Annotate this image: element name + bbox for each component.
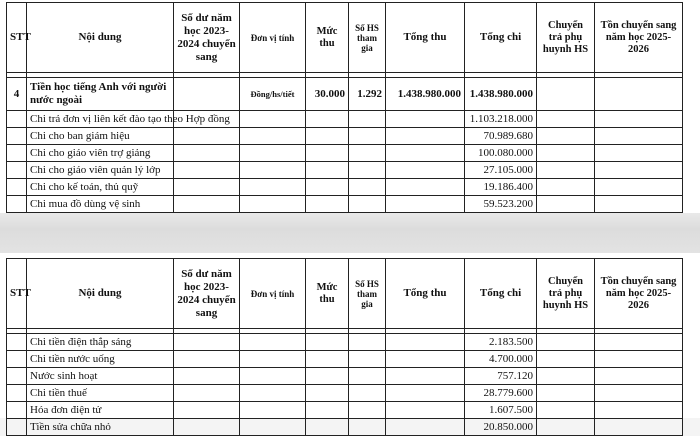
header-stt: STT	[7, 259, 27, 329]
document-page-top	[0, 0, 700, 213]
summary-total-revenue: 1.438.980.000	[386, 78, 465, 111]
row-content: Chi tiền thuế	[27, 385, 174, 402]
row-total-expense: 1.607.500	[465, 402, 537, 419]
row-total-expense: 28.779.600	[465, 385, 537, 402]
row-total-expense: 27.105.000	[465, 162, 537, 179]
summary-content: Tiền học tiếng Anh với người nước ngoài	[27, 78, 174, 111]
header-total-revenue: Tổng thu	[386, 3, 465, 73]
row-total-expense: 2.183.500	[465, 334, 537, 351]
table-row	[7, 128, 683, 145]
row-content: Chi cho giáo viên quản lý lớp	[27, 162, 174, 179]
table-row	[7, 402, 683, 419]
summary-student-count: 1.292	[349, 78, 386, 111]
summary-unit: Đồng/hs/tiết	[240, 78, 306, 111]
header-unit: Đơn vị tính	[240, 259, 306, 329]
row-total-expense: 70.989.680	[465, 128, 537, 145]
table-row	[7, 351, 683, 368]
header-content: Nội dung	[27, 3, 174, 73]
table-row	[7, 196, 683, 213]
table-row	[7, 385, 683, 402]
row-total-expense: 1.103.218.000	[465, 111, 537, 128]
summary-stt: 4	[7, 78, 27, 111]
summary-balance	[174, 78, 240, 111]
row-total-expense: 20.850.000	[465, 419, 537, 436]
summary-carry	[595, 78, 683, 111]
row-content: Tiền sửa chữa nhỏ	[27, 419, 174, 436]
row-content: Nước sinh hoạt	[27, 368, 174, 385]
header-refund-parents: Chuyển trả phụ huynh HS	[537, 3, 595, 73]
row-total-expense: 19.186.400	[465, 179, 537, 196]
table-row	[7, 368, 683, 385]
summary-total-expense: 1.438.980.000	[465, 78, 537, 111]
header-total-revenue: Tổng thu	[386, 259, 465, 329]
header-balance: Số dư năm học 2023-2024 chuyển sang	[174, 259, 240, 329]
header-fee-rate: Mức thu	[306, 3, 349, 73]
table-row	[7, 162, 683, 179]
table-row	[7, 419, 683, 436]
summary-fee-rate: 30.000	[306, 78, 349, 111]
table-row	[7, 111, 683, 128]
row-content: Chi trả đơn vị liên kết đào tạo theo Hợp đồng	[27, 111, 174, 128]
table-row	[7, 334, 683, 351]
header-content: Nội dung	[27, 259, 174, 329]
header-student-count: Số HS tham gia	[349, 259, 386, 329]
header-stt: STT	[7, 3, 27, 73]
row-content: Chi tiền nước uống	[27, 351, 174, 368]
row-total-expense: 757.120	[465, 368, 537, 385]
header-total-expense: Tổng chi	[465, 259, 537, 329]
table-row	[7, 179, 683, 196]
header-student-count: Số HS tham gia	[349, 3, 386, 73]
row-content: Hóa đơn điện tử	[27, 402, 174, 419]
summary-row	[7, 78, 683, 111]
expense-table-bottom	[6, 258, 683, 436]
header-balance: Số dư năm học 2023-2024 chuyển sang	[174, 3, 240, 73]
header-carry-forward: Tồn chuyển sang năm học 2025-2026	[595, 3, 683, 73]
header-total-expense: Tổng chi	[465, 3, 537, 73]
row-total-expense: 59.523.200	[465, 196, 537, 213]
header-fee-rate: Mức thu	[306, 259, 349, 329]
summary-refund	[537, 78, 595, 111]
row-content: Chi mua đồ dùng vệ sinh	[27, 196, 174, 213]
row-content: Chi cho kế toán, thủ quỹ	[27, 179, 174, 196]
row-total-expense: 100.080.000	[465, 145, 537, 162]
header-carry-forward: Tồn chuyển sang năm học 2025-2026	[595, 259, 683, 329]
table-row	[7, 145, 683, 162]
header-unit: Đơn vị tính	[240, 3, 306, 73]
expense-table-top	[6, 2, 683, 213]
table-header-row	[7, 3, 683, 73]
table-header-row	[7, 259, 683, 329]
page-gap	[0, 213, 700, 253]
row-total-expense: 4.700.000	[465, 351, 537, 368]
row-content: Chi cho giáo viên trợ giảng	[27, 145, 174, 162]
document-page-bottom	[0, 253, 700, 433]
row-content: Chi tiền điện thắp sáng	[27, 334, 174, 351]
row-content: Chi cho ban giám hiệu	[27, 128, 174, 145]
header-refund-parents: Chuyển trả phụ huynh HS	[537, 259, 595, 329]
